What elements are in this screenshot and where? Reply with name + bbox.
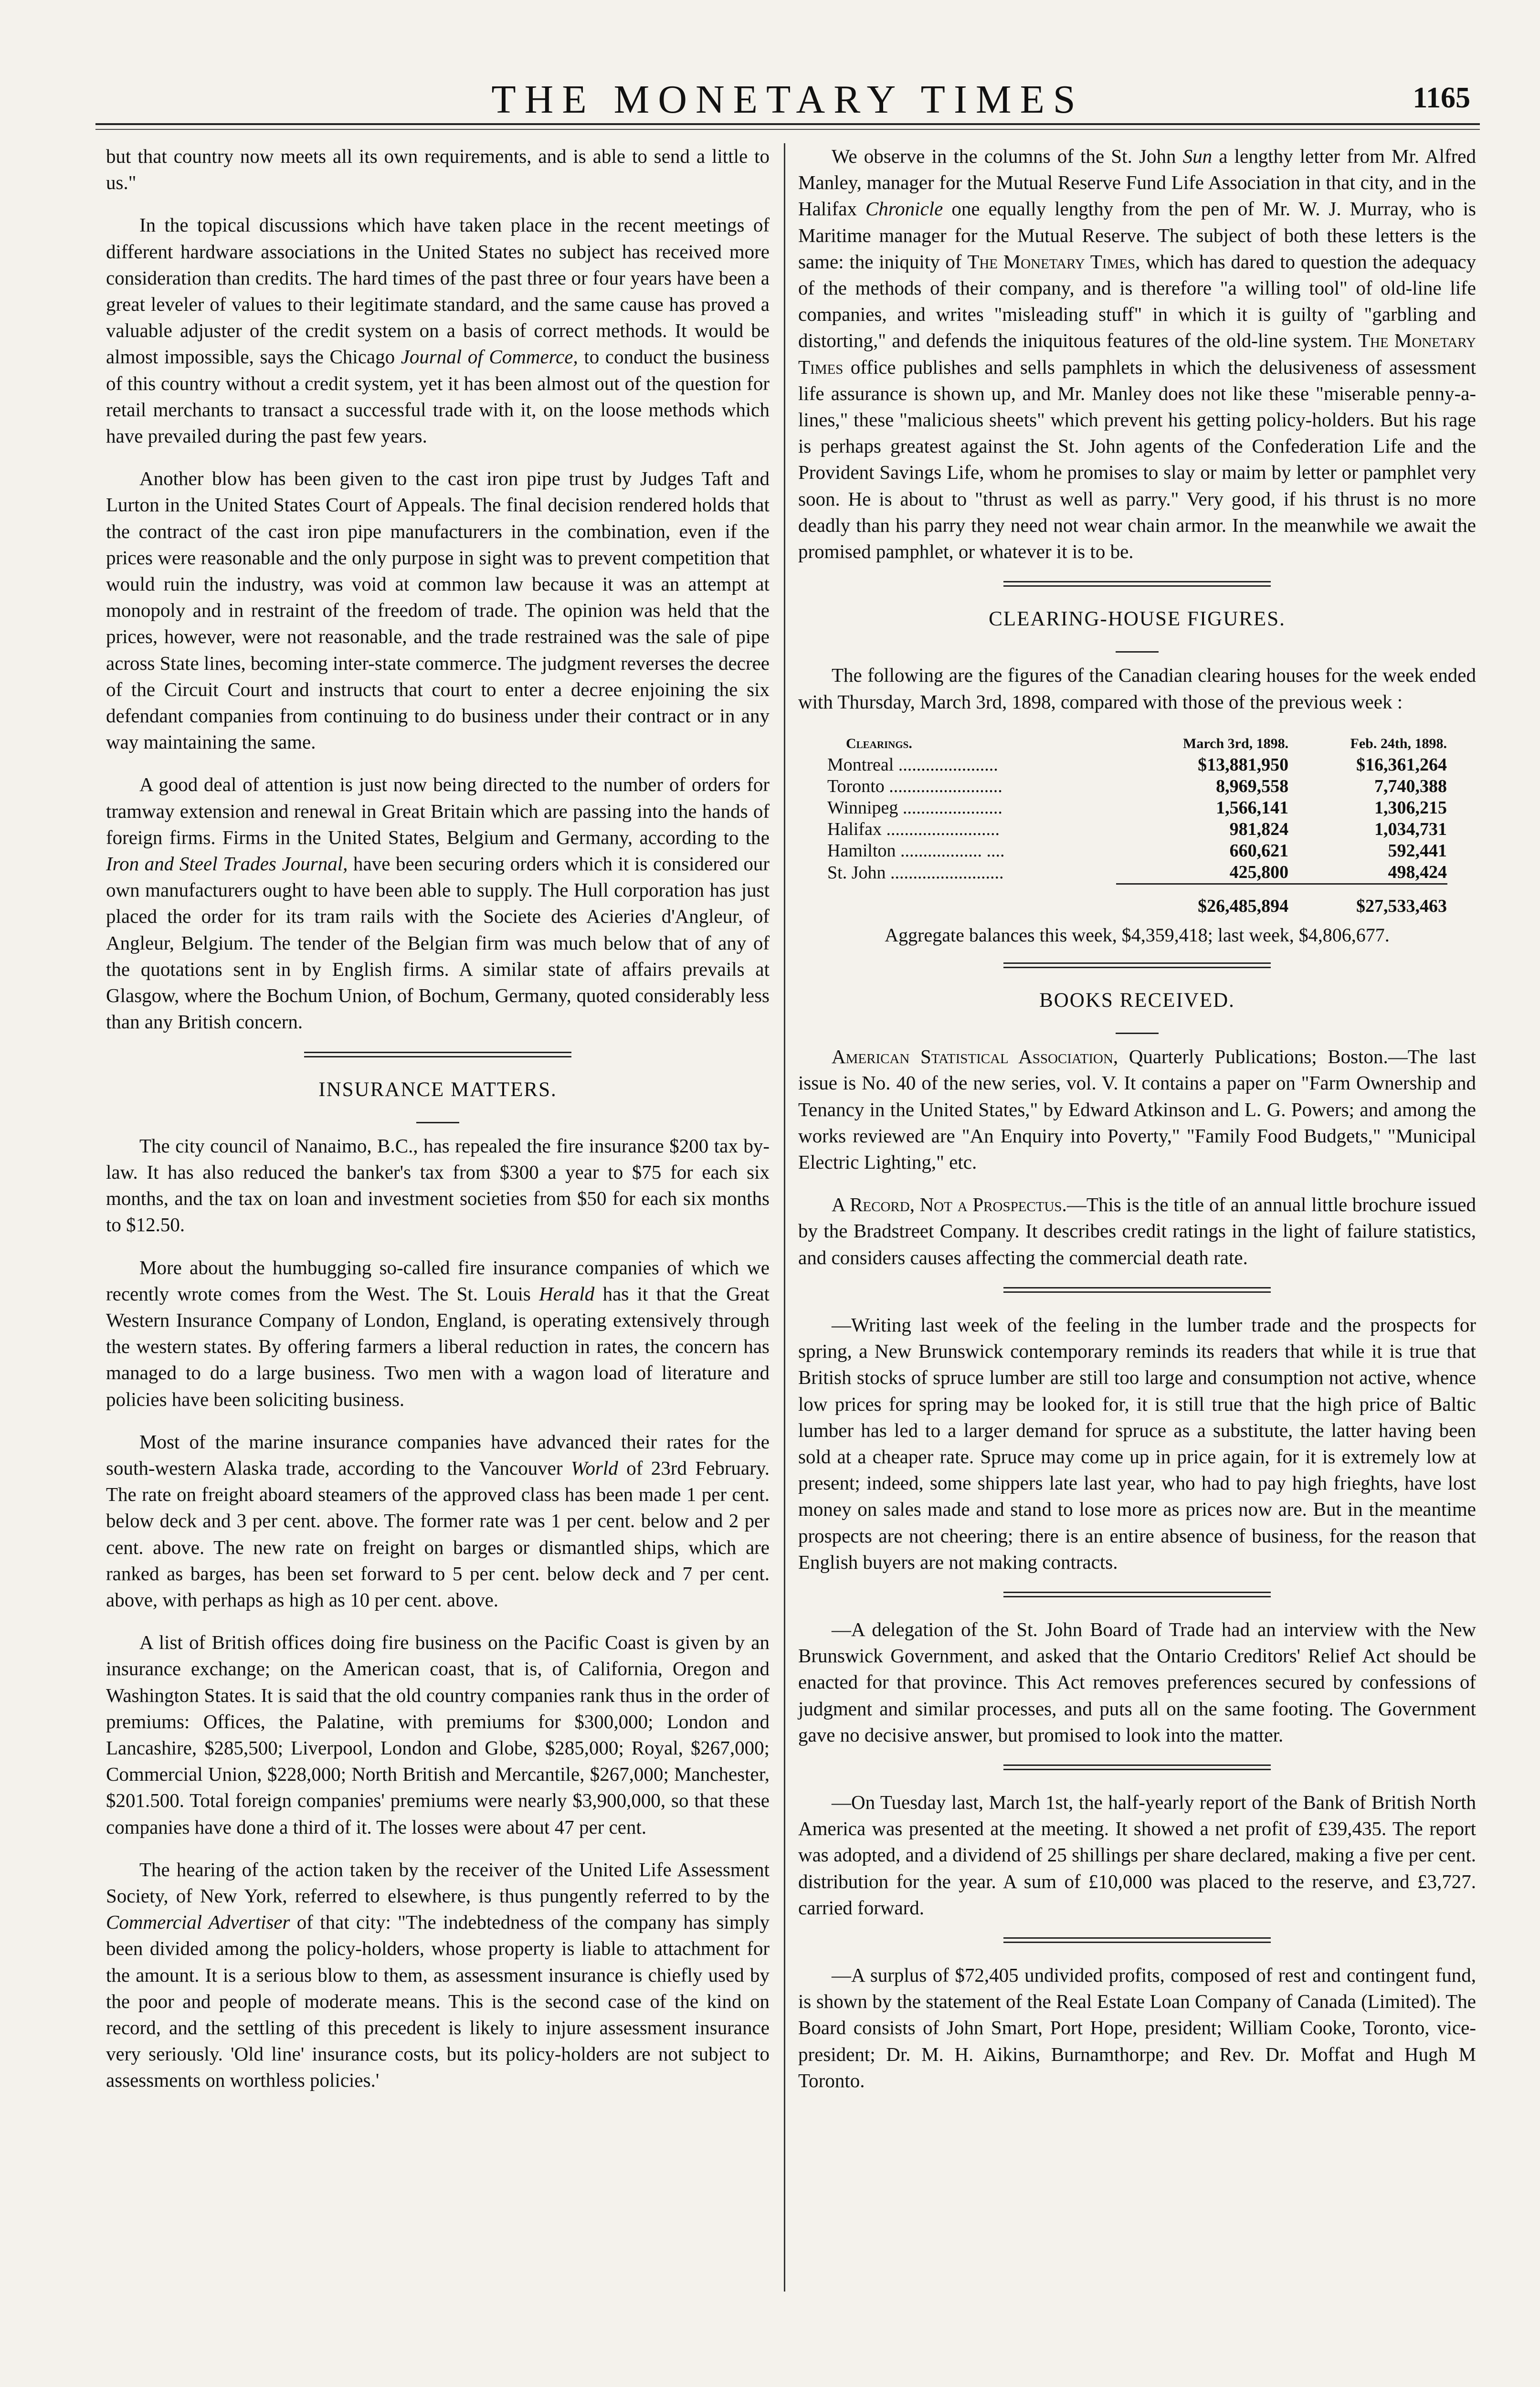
text: A good deal of attention is just now being directed to the number of orders for tramway extension and renewal in Great Britain which are passing into the hands of foreign firms. Firms in the United States, Belgium and Germany, according to the [106,773,770,848]
section-separator [1003,1592,1271,1597]
paragraph-real-estate-loan: —A surplus of $72,405 undivided profits, composed of rest and contingent fund, is shown by the statement of the Real Estate Loan Company of Canada (Limited). The Board consists of John Smart, Port Hope, president; William Cooke, Toronto, vice-president; Dr. M. H. Aikins, Burnamthorpe; and Rev. Dr. Moffat and Hugh M Toronto. [798,1964,1476,2091]
table-header-row [827,731,1447,754]
section-separator [1003,1287,1271,1293]
page-header [95,76,1480,129]
previous-cell: 498,424 [1388,862,1447,882]
table-row [827,819,1447,840]
section-separator [304,1052,571,1057]
table-total-row [827,884,1447,917]
paragraph-lumber-trade: —Writing last week of the feeling in the lumber trade and the prospects for spring, a New Brunswick contemporary reminds its readers that while it is true that British stocks of spruce lumber are still too large and consumption not active, whence low prices for spring may be looked for, it is still true that the high price of Baltic lumber has led to a larger demand for spruce as a substitute, the latter having been sold at a cheaper rate. Spruce may come up in price again, for it is extremely low at present; indeed, some shippers late last year, who had to pay high frieghts, have lost money on sales made and stand to lose more as prices now are. But in the meantime prospects are not cheering; there is an entire absence of business, for the reason that English buyers are not making contracts. [798,1313,1476,1573]
paragraph-humbugging [106,1255,770,1413]
header-rule-thin [95,129,1480,130]
paragraph-clearing-intro: The following are the figures of the Canadian clearing houses for the week ended with Thursday, March 3rd, 1898, compared with those of the previous week : [798,664,1476,713]
text: In the topical discussions which have taken place in the recent meetings of different hardware associations in the United States no subject has received more consideration than credits. The hard times of the past three or four years have been a great leveler of values to their legitimate standard, and the same cause has proved a valuable adjuster of the credit system on a basis of correct methods. It would be almost impossible, says the Chicago [106,214,770,368]
column-header-city: Clearings. [846,735,912,751]
city-cell: St. John ......................... [827,862,1004,883]
table-row [827,797,1447,819]
column-header-current: March 3rd, 1898. [1183,735,1289,751]
section-separator [1003,962,1271,968]
header-rule [95,123,1480,125]
current-cell: 660,621 [1229,840,1289,861]
publication-name: Journal of Commerce, [401,346,578,368]
heading-rule [1116,1033,1159,1034]
table-row [827,862,1447,884]
publication-name: Commercial Advertiser [106,1911,290,1933]
column-divider [784,143,785,2292]
publication-name: Iron and Steel Trades Journal, [106,853,348,875]
paragraph-assessment-society [106,1857,770,2094]
section-separator [1003,1764,1271,1770]
masthead-title: THE MONETARY TIMES [491,77,1084,122]
column-header-previous: Feb. 24th, 1898. [1350,735,1447,751]
text: office publishes and sells pamphlets in which the delusiveness of assessment life assurance is shown up, and Mr. Manley does not like these "miserable penny-a-lines," these "malicious sheets" which prevent his getting policy-holders. But his rage is perhaps greatest against the St. John agents of the Confederation Life and the Provident Savings Life, whom he promises to slay or maim by letter or pamphlet very soon. He is about to "thrust as well as parry." Very good, if his thrust is no more deadly than his parry they need not wear chain armor. In the meanwhile we await the promised pamphlet, or whatever it is to be. [798,356,1476,563]
paragraph-pipe-trust: Another blow has been given to the cast iron pipe trust by Judges Taft and Lurton in the United States Court of Appeals. The final decision rendered holds that the contract of the cast iron pipe manufacturers in the combination, even if the prices were reasonable and the only purpose in sight was to prevent competition that would ruin the industry, was void at common law because it was an attempt at monopoly and in restraint of the freedom of trade. The opinion was held that the prices, however, were not reasonable, and the trade restrained was the sale of pipe across State lines, becoming inter-state commerce. The judgment reverses the decree of the Circuit Court and instructs that court to enter a decree enjoining the six defendant companies from continuing to do business under their contract or in any way maintaining the same. [106,467,770,753]
paragraph-record-prospectus [798,1192,1476,1271]
publication-name: Chronicle [865,198,943,220]
paragraph-board-of-trade: —A delegation of the St. John Board of Trade had an interview with the New Brunswick Government, and asked that the Ontario Creditors' Relief Act should be enacted for that province. This Act removes preferences secured by confessions of judgment and similar processes, and puts all on the same footing. The Government gave no decisive answer, but promised to look into the matter. [798,1618,1476,1746]
current-cell: 8,969,558 [1216,776,1289,796]
table-row [827,754,1447,776]
left-column [106,143,770,2110]
city-cell: Montreal ...................... [827,754,998,775]
city-cell: Hamilton .................. .... [827,840,1005,861]
current-cell: 981,824 [1229,819,1289,839]
paragraph-british-offices: A list of British offices doing fire business on the Pacific Coast is given by an insurance exchange; on the American coast, that is, of California, Oregon and Washington States. It is said that the old country companies rank thus in the order of premiums: Offices, the Palatine, with premiums for $300,000; London and Lancashire, $285,500; Liverpool, London and Globe, $285,000; Royal, $267,000; Commercial Union, $228,000; North British and Mercantile, $267,000; Manchester, $201.500. Total foreign companies' premiums were nearly $3,900,000, so that these companies have done a third of it. The losses were about 47 per cent. [106,1631,770,1838]
text: The hearing of the action taken by the receiver of the United Life Assessment Society, of New York, referred to elsewhere, is thus pungently referred to by the [106,1858,770,1907]
clearing-table [827,731,1447,917]
publication-name: Herald [539,1282,595,1305]
previous-cell: 7,740,388 [1374,776,1447,796]
total-current: $26,485,894 [1116,884,1289,917]
previous-cell: 1,034,731 [1374,819,1447,839]
text: has it that the Great Western Insurance Company of London, England, is operating extensively through the western states. By offering farmers a liberal reduction in rates, the concern has managed to do a large business. Two men with a wagon load of literature and policies have been soliciting business. [106,1282,770,1410]
current-cell: 1,566,141 [1216,797,1289,818]
section-heading-clearing: CLEARING-HOUSE FIGURES. [989,608,1286,631]
paragraph-continuation: but that country now meets all its own requirements, and is able to send a little to us." [106,145,770,194]
text: We observe in the columns of the St. John [832,145,1183,167]
previous-cell: 592,441 [1388,840,1447,861]
publication-name: World [571,1457,618,1479]
page-number: 1165 [1413,82,1470,114]
table-row [827,776,1447,797]
total-previous: $27,533,463 [1289,884,1447,917]
city-cell: Winnipeg ...................... [827,797,1002,818]
paragraph-statistical-association [798,1044,1476,1175]
text: —This is the title of an annual little brochure issued by the Bradstreet Company. It describes credit ratings in the light of failure statistics, and considers causes affecting the commercial death rate. [798,1194,1476,1268]
current-cell: $13,881,950 [1198,754,1289,775]
text: Most of the marine insurance companies have advanced their rates for the south-western Alaska trade, according to the Vancouver [106,1430,770,1479]
publication-name: Sun [1182,145,1213,167]
table-row [827,840,1447,862]
section-heading-books: BOOKS RECEIVED. [1039,989,1235,1012]
text: of that city: "The indebtedness of the company has simply been divided among the policy-holders, whose property is liable to attachment for the amount. It is a serious blow to them, as assessment insurance is chiefly used by the poor and people of moderate means. This is the second case of the kind on record, and the settling of this precedent is likely to injure assessment insurance very seriously. 'Old line' insurance costs, but its policy-holders are not subject to assessments on worthless policies.' [106,1911,770,2091]
city-cell: Halifax ......................... [827,819,1000,839]
heading-rule [416,1122,459,1123]
paragraph-marine-insurance [106,1429,770,1613]
section-separator [1003,581,1271,587]
city-cell: Toronto ......................... [827,776,1002,796]
text: More about the humbugging so-called fire insurance companies of which we recently wrote comes from the West. The St. Louis [106,1256,770,1305]
text: of 23rd February. The rate on freight aboard steamers of the approved class has been made 1 per cent. below deck and 3 per cent. above. The former rate was 1 per cent. below and 2 per cent. above. The new rate on freight on barges or dismantled ships, which are ranked as barges, has been set forward to 5 per cent. below deck and 7 per cent. above, with perhaps as high as 10 per cent. above. [106,1457,770,1611]
text: have been securing orders which it is considered our own manufacturers ought to have been able to supply. The Hull corporation has just placed the order for its tram rails with the Societe des Acieries d'Angleur, of Angleur, Belgium. The tender of the Belgian firm was much below that of any of the quotations sent in by English firms. A similar state of affairs prevails at Glasgow, where the Bochum Union, of Bochum, Germany, quoted considerably less than any British concern. [106,853,770,1033]
paragraph-mutual-reserve [798,143,1476,565]
text: one equally lengthy from the pen of Mr. W. J. Murray, who is Maritime manager for the Mutual Reserve. The subject of both these letters is the same: the iniquity of [798,198,1476,273]
heading-rule [1116,651,1159,653]
paragraph-nanaimo: The city council of Nanaimo, B.C., has repealed the fire insurance $200 tax by-law. It has also reduced the banker's tax from $300 a year to $75 for each six months, and the tax on loan and investment societies from $50 for each six months to $12.50. [106,1134,770,1236]
book-title: American Statistical Association, [832,1046,1118,1068]
text: Quarterly Publications; Boston.—The last issue is No. 40 of the new series, vol. V. It contains a paper on "Farm Ownership and Tenancy in the United States," by Edward Atkinson and L. G. Powers; and among the works reviewed are "An Enquiry into Poverty," "Family Food Budgets," "Municipal Electric Lighting," etc. [798,1046,1476,1173]
paragraph-tramway-orders [106,771,770,1035]
aggregate-balances: Aggregate balances this week, $4,359,418; last week, $4,806,677. [885,924,1390,946]
right-column [798,143,1476,2110]
section-separator [1003,1937,1271,1943]
text: a lengthy letter from Mr. Alfred Manley, manager for the Mutual Reserve Fund Life Association in that city, and in the Halifax [798,145,1476,220]
text: to conduct the business of this country without a credit system, yet it has been almost out of the question for retail merchants to transact a successful trade with it, on the loose methods which have prevailed during the past few years. [106,346,770,447]
previous-cell: $16,361,264 [1356,754,1447,775]
paragraph-bank-report: —On Tuesday last, March 1st, the half-yearly report of the Bank of British North America was presented at the meeting. It showed a net profit of £39,435. The report was adopted, and a dividend of 25 shillings per share declared, making a five per cent. distribution for the year. A sum of £10,000 was placed to the reserve, and £3,727. carried forward. [798,1791,1476,1919]
previous-cell: 1,306,215 [1374,797,1447,818]
paragraph-hardware-credits [106,212,770,449]
publication-name: The Monetary Times [798,329,1476,378]
total-label-cell [827,884,1116,917]
section-heading-insurance: INSURANCE MATTERS. [318,1078,557,1101]
book-title: A Record, Not a Prospectus. [832,1194,1067,1216]
publication-name: The Monetary Times [967,250,1136,273]
current-cell: 425,800 [1229,862,1289,882]
text: , which has dared to question the adequacy of the methods of their company, and is therefore "a willing tool" of old-line life companies, and writes "misleading stuff" in which it is guilty of "garbling and distorting," and defends the iniquitous features of the old-line system. [798,250,1476,352]
